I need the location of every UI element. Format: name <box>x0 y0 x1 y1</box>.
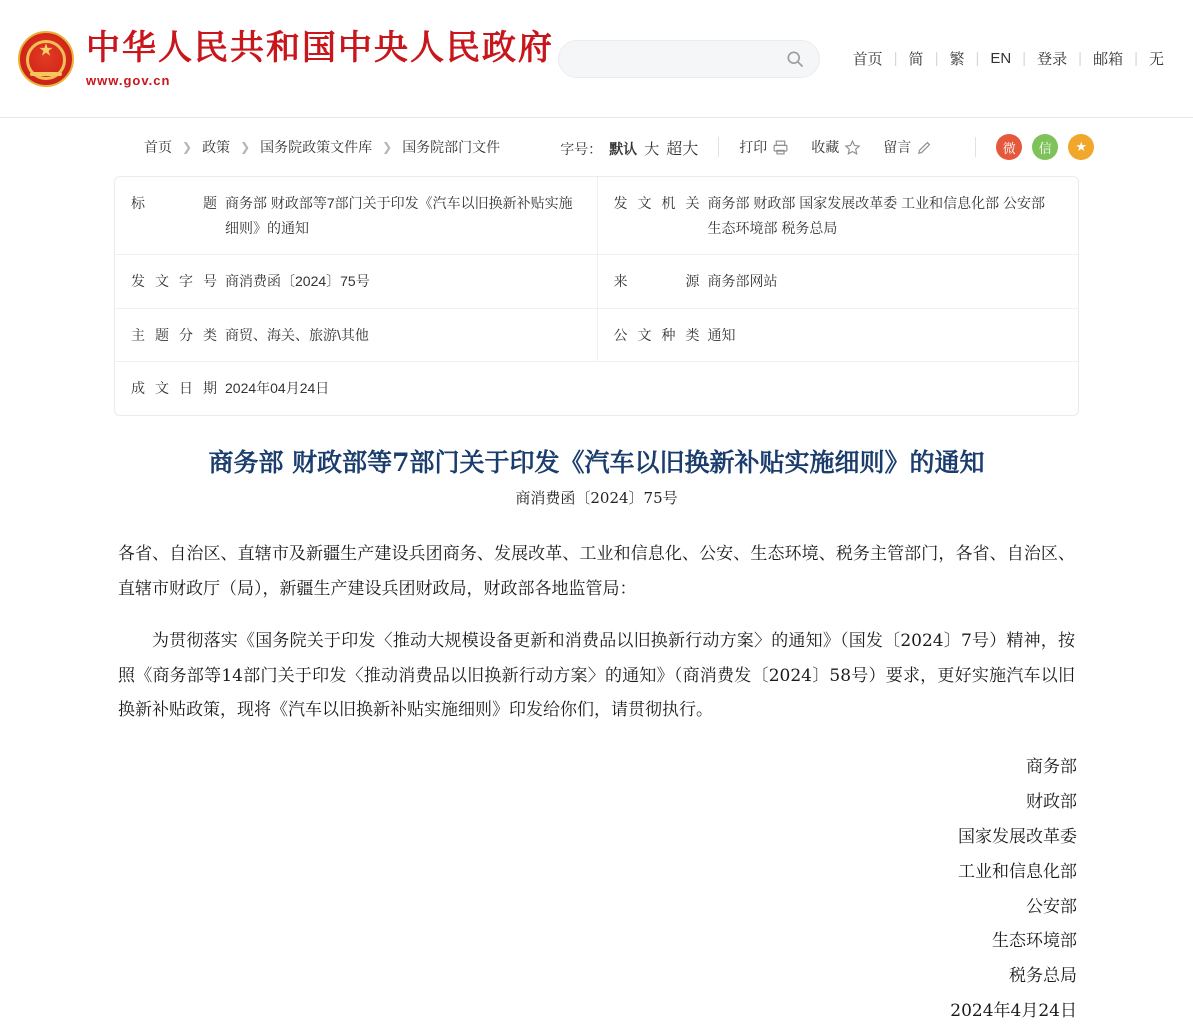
meta-doctype-label: 公文种类 <box>613 326 700 343</box>
signature-line: 生态环境部 <box>992 931 1077 952</box>
table-row <box>115 309 1078 363</box>
signature-date: 2024年4月24日 <box>950 1001 1077 1022</box>
document-metadata-table <box>114 176 1079 416</box>
meta-doctype-value: 通知 <box>707 326 736 343</box>
meta-docnum-value: 商消费函〔2024〕75号 <box>225 273 370 289</box>
top-link-login[interactable]: 登录 <box>1037 51 1068 68</box>
link-separator: | <box>1134 50 1138 67</box>
meta-date-cell <box>115 362 1078 415</box>
top-link-traditional[interactable]: 繁 <box>949 51 965 68</box>
meta-issuer-cell <box>597 177 1079 254</box>
breadcrumb-item-policy[interactable]: 政策 <box>202 139 231 155</box>
signature-line: 公安部 <box>1026 896 1077 917</box>
breadcrumb-item-home[interactable]: 首页 <box>144 139 172 155</box>
link-separator: | <box>975 50 980 67</box>
star-icon <box>844 139 861 156</box>
link-separator: | <box>1078 50 1083 67</box>
search-icon[interactable] <box>785 49 805 69</box>
table-row <box>115 255 1078 309</box>
header-right <box>558 40 1175 78</box>
top-link-english[interactable]: EN <box>990 50 1012 67</box>
meta-date-label: 成文日期 <box>131 380 217 396</box>
printer-icon <box>772 139 789 156</box>
meta-issuer-label: 发文机关 <box>613 195 700 211</box>
site-header <box>0 0 1193 118</box>
meta-docnum-label: 发文字号 <box>131 273 217 289</box>
signature-line: 商务部 <box>1026 757 1077 778</box>
link-separator: | <box>1022 50 1027 67</box>
favorite-share-icon[interactable]: ★ <box>1068 134 1094 160</box>
signature-line: 税务总局 <box>1009 966 1077 987</box>
meta-title-value: 商务部 财政部等7部门关于印发《汽车以旧换新补贴实施细则》的通知 <box>225 195 573 236</box>
font-size-large[interactable]: 大 <box>644 140 660 158</box>
page-tools <box>560 134 1094 160</box>
search-input[interactable] <box>573 50 785 67</box>
article-body <box>114 416 1079 1029</box>
divider <box>718 137 719 157</box>
breadcrumb-item-document-library[interactable]: 国务院政策文件库 <box>260 139 373 155</box>
font-size-label: 字号： <box>560 140 603 157</box>
site-title: 中华人民共和国中央人民政府 <box>86 28 554 69</box>
meta-category-value: 商贸、海关、旅游\其他 <box>225 326 369 343</box>
meta-title-cell <box>115 177 597 254</box>
meta-source-cell <box>597 255 1079 308</box>
chevron-right-icon: ❯ <box>382 140 393 154</box>
paragraph-addressees: 各省、自治区、直辖市及新疆生产建设兵团商务、发展改革、工业和信息化、公安、生态环境、税务主管部门，各省、自治区、直辖市财政厅（局），新疆生产建设兵团财政局，财政部各地监管局： <box>118 544 1075 599</box>
top-links <box>842 48 1175 69</box>
meta-source-label: 来源 <box>613 273 700 289</box>
signature-block <box>114 750 1079 1029</box>
meta-docnum-cell <box>115 255 597 308</box>
site-brand[interactable] <box>86 29 554 87</box>
font-size-control <box>560 136 698 159</box>
chevron-right-icon: ❯ <box>240 140 251 154</box>
divider <box>975 137 976 157</box>
breadcrumb-toolbar-row <box>0 118 1193 176</box>
top-link-more[interactable]: 无 <box>1148 51 1164 68</box>
document-number: 商消费函〔2024〕75号 <box>515 489 678 507</box>
meta-doctype-cell <box>597 309 1079 362</box>
meta-issuer-value: 商务部 财政部 国家发展改革委 工业和信息化部 公安部 生态环境部 税务总局 <box>707 195 1046 236</box>
print-label: 打印 <box>739 139 768 155</box>
signature-line: 国家发展改革委 <box>958 826 1077 847</box>
link-separator: | <box>934 50 939 67</box>
site-url: www.gov.cn <box>86 72 171 88</box>
weibo-share-icon[interactable]: 微 <box>996 134 1022 160</box>
favorite-button[interactable] <box>811 137 861 157</box>
message-label: 留言 <box>883 139 912 155</box>
meta-date-value: 2024年04月24日 <box>225 380 330 396</box>
breadcrumb-item-department-documents[interactable]: 国务院部门文件 <box>402 139 501 155</box>
favorite-label: 收藏 <box>811 139 840 155</box>
top-link-simplified[interactable]: 简 <box>908 51 924 68</box>
meta-category-cell <box>115 309 597 362</box>
top-link-mail[interactable]: 邮箱 <box>1093 51 1124 68</box>
national-emblem-icon: ★ <box>18 31 74 87</box>
search-box[interactable] <box>558 40 820 78</box>
paragraph-body: 为贯彻落实《国务院关于印发〈推动大规模设备更新和消费品以旧换新行动方案〉的通知》（国发〔2024〕7号）精神，按照《商务部等14部门关于印发〈推动消费品以旧换新行动方案〉的通知》（商消费发〔2024〕58号）要求，更好实施汽车以旧换新补贴政策，现将《汽车以旧换新补贴实施细则》印发给你们，请贯彻执行。 <box>118 630 1075 721</box>
table-row <box>115 177 1078 255</box>
meta-category-label: 主题分类 <box>131 326 217 343</box>
font-size-default[interactable]: 默认 <box>609 140 638 157</box>
message-button[interactable] <box>883 137 933 157</box>
top-link-home[interactable]: 首页 <box>852 51 883 68</box>
wechat-share-icon[interactable]: 信 <box>1032 134 1058 160</box>
table-row <box>115 362 1078 415</box>
meta-title-label: 标题 <box>131 195 217 211</box>
signature-line: 工业和信息化部 <box>958 861 1077 882</box>
breadcrumb <box>144 137 500 157</box>
print-button[interactable] <box>739 137 789 157</box>
meta-source-value: 商务部网站 <box>707 273 778 289</box>
link-separator: | <box>893 50 898 67</box>
page-title: 商务部 财政部等7部门关于印发《汽车以旧换新补贴实施细则》的通知 <box>208 447 985 477</box>
signature-line: 财政部 <box>1026 792 1077 813</box>
pencil-icon <box>916 139 933 156</box>
font-size-extra-large[interactable]: 超大 <box>666 140 699 158</box>
chevron-right-icon: ❯ <box>182 140 193 154</box>
share-icons <box>996 134 1094 160</box>
